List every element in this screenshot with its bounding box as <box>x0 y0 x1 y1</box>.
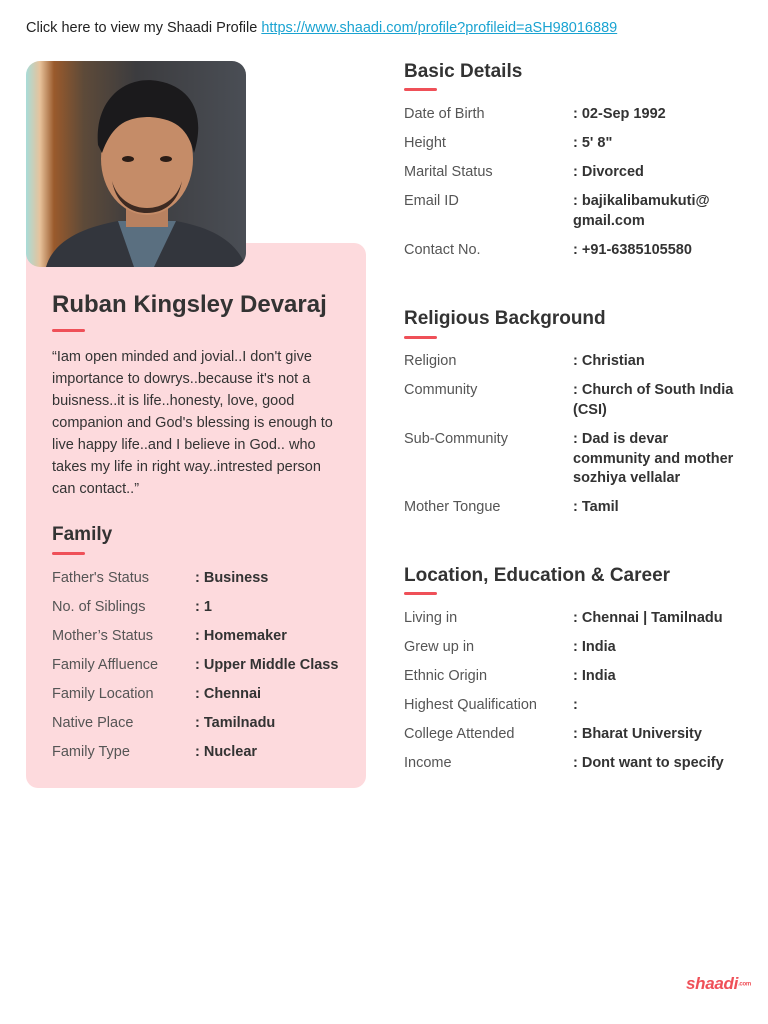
name-underline <box>52 329 85 332</box>
row-value: : 5' 8" <box>573 135 613 151</box>
row-value: : Bharat University <box>573 726 702 742</box>
row-label: Family Type <box>52 744 130 760</box>
career-title: Location, Education & Career <box>404 565 671 586</box>
row-value: : Upper Middle Class <box>195 657 339 673</box>
row-value: : Chennai | Tamilnadu <box>573 610 723 626</box>
shaadi-logo <box>686 974 751 994</box>
family-title-underline <box>52 552 85 555</box>
row-value: : 02-Sep 1992 <box>573 106 666 122</box>
profile-photo <box>26 61 246 267</box>
row-value: : Church of South India (CSI) <box>573 382 734 418</box>
religious-underline <box>404 336 437 339</box>
row-label: Email ID <box>404 193 459 209</box>
shaadi-logo-suffix: .com <box>738 981 751 988</box>
row-value: : 1 <box>195 599 212 615</box>
row-label: Family Location <box>52 686 154 702</box>
basic-details-title: Basic Details <box>404 61 523 82</box>
row-value: : India <box>573 668 616 684</box>
row-label: Income <box>404 755 452 771</box>
row-value: : +91-6385105580 <box>573 242 692 258</box>
row-value: : Chennai <box>195 686 262 702</box>
row-label: Sub-Community <box>404 431 508 447</box>
row-label: Family Affluence <box>52 657 159 673</box>
row-value: : Dad is devar community and mother sozhiya vellalar <box>573 431 734 486</box>
row-value: : Tamil <box>573 499 619 515</box>
about-text: “Iam open minded and jovial..I don't give importance to dowrys..because it's not a buisness..it is life..honesty, love, good companion and God's blessing is enough to live happy life..and I believe in God.. who takes my life in right way..intrested person can contact..” <box>52 349 333 497</box>
row-label: Mother’s Status <box>52 628 154 644</box>
row-value: : India <box>573 639 616 655</box>
profile-name: Ruban Kingsley Devaraj <box>52 291 327 318</box>
row-label: Marital Status <box>404 164 493 180</box>
row-label: Contact No. <box>404 242 481 258</box>
career-underline <box>404 592 437 595</box>
row-label: College Attended <box>404 726 515 742</box>
row-value: : Christian <box>573 353 645 369</box>
basic-details-underline <box>404 88 437 91</box>
row-value: : bajikalibamukuti@ gmail.com <box>573 193 710 229</box>
row-value: : Homemaker <box>195 628 287 644</box>
row-value: : Dont want to specify <box>573 755 724 771</box>
row-label: No. of Siblings <box>52 599 146 615</box>
row-label: Ethnic Origin <box>404 668 488 684</box>
row-value: : <box>573 697 578 713</box>
row-label: Grew up in <box>404 639 475 655</box>
row-value: : Business <box>195 570 269 586</box>
profile-link-prefix: Click here to view my Shaadi Profile <box>26 20 262 36</box>
profile-link[interactable]: https://www.shaadi.com/profile?profileid=aSH98016889 <box>261 20 618 36</box>
row-value: : Tamilnadu <box>195 715 276 731</box>
row-label: Native Place <box>52 715 134 731</box>
row-label: Mother Tongue <box>404 499 501 515</box>
row-label: Community <box>404 382 478 398</box>
religious-title: Religious Background <box>404 308 606 329</box>
row-label: Date of Birth <box>404 106 485 122</box>
shaadi-logo-text: shaadi <box>686 974 739 993</box>
row-value: : Divorced <box>573 164 644 180</box>
row-label: Living in <box>404 610 458 626</box>
row-label: Highest Qualification <box>404 697 537 713</box>
row-label: Father's Status <box>52 570 150 586</box>
row-label: Religion <box>404 353 457 369</box>
profile-card <box>26 243 366 788</box>
profile-link-line <box>26 20 617 36</box>
family-title: Family <box>52 524 113 545</box>
row-value: : Nuclear <box>195 744 258 760</box>
row-label: Height <box>404 135 446 151</box>
